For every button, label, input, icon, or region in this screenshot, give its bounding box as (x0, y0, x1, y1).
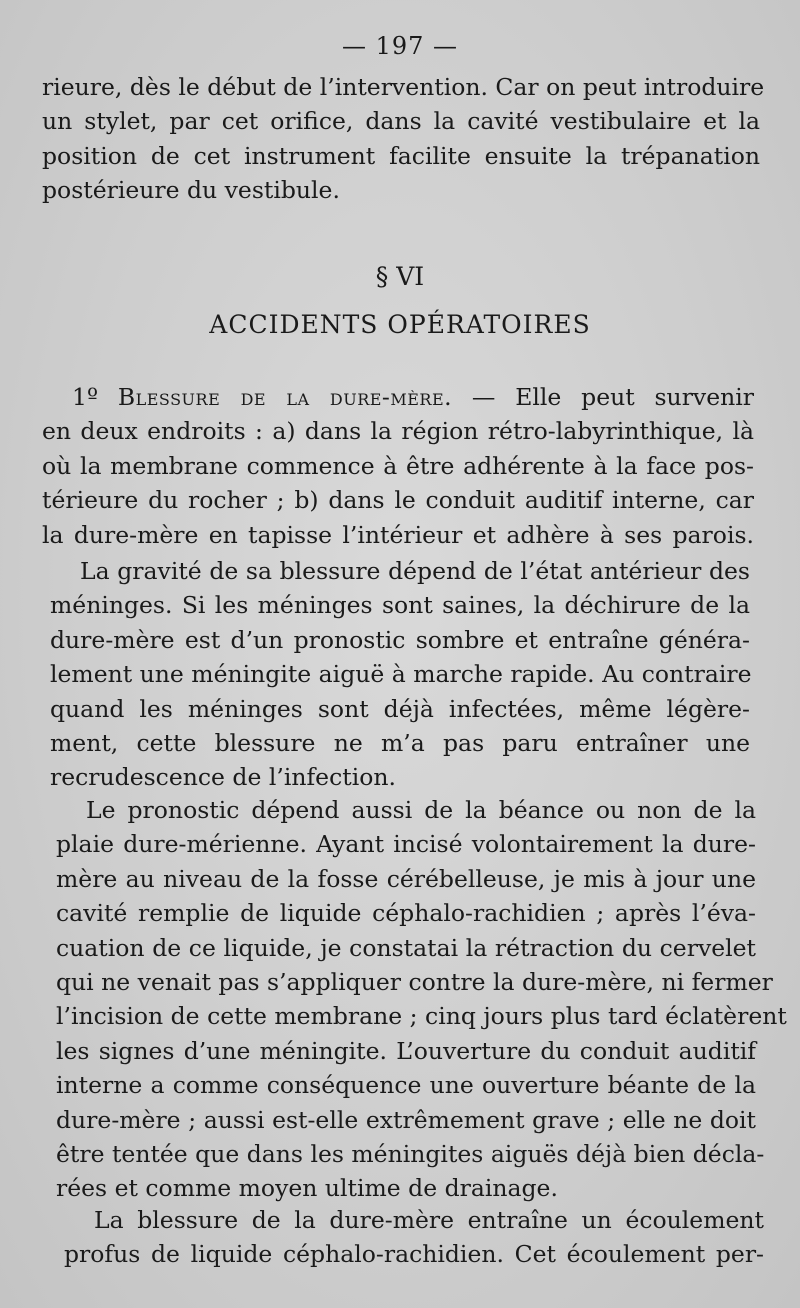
text-line: rieure, dès le début de l’intervention. Car on peut introduire (42, 73, 765, 101)
paragraph-csf-flow (64, 1203, 764, 1272)
text-line: en deux endroits : a) dans la région rétro-labyrinthique, là (42, 417, 754, 446)
text-line: dure-mère est d’un pronostic sombre et entraîne généra- (50, 625, 750, 654)
section-mark: § VI (375, 262, 425, 291)
text-line: la dure-mère en tapisse l’intérieur et adhère à ses parois. (42, 520, 754, 549)
text-line: où la membrane commence à être adhérente à la face pos- (42, 451, 754, 480)
paragraph-prognosis (56, 793, 787, 1206)
page-number: — 197 — (341, 32, 459, 60)
lead-number: 1º (72, 383, 99, 411)
text-line: térieure du rocher ; b) dans le conduit auditif interne, car (42, 486, 754, 515)
text-line: ment, cette blessure ne m’a pas paru entraîner une (50, 729, 750, 758)
text-line: position de cet instrument facilite ensuite la trépanation (42, 141, 760, 170)
paragraph-dura-injury (42, 380, 754, 552)
text-line: postérieure du vestibule. (42, 176, 340, 205)
text-line: Le pronostic dépend aussi de la béance ou non de la (86, 796, 756, 824)
text-line: La gravité de sa blessure dépend de l’état antérieur des (80, 557, 750, 585)
paragraph-lead-line (42, 380, 754, 414)
text-line: La blessure de la dure-mère entraîne un écoulement (94, 1206, 764, 1234)
text-line: lement une méningite aiguë à marche rapide. Au contraire (50, 660, 752, 689)
text-line: méninges. Si les méninges sont saines, la déchirure de la (50, 591, 750, 620)
section-title: ACCIDENTS OPÉRATOIRES (209, 310, 591, 339)
lead-heading: Blessure de la dure-mère. (117, 383, 453, 411)
text-line: recrudescence de l’infection. (50, 763, 396, 792)
text-line: plaie dure-mérienne. Ayant incisé volontairement la dure- (56, 830, 756, 859)
opening-paragraph (42, 70, 765, 208)
lead-rest: — Elle peut survenir (452, 383, 754, 411)
text-line: profus de liquide céphalo-rachidien. Cet écoulement per- (64, 1240, 764, 1269)
text-line: cuation de ce liquide, je constatai la rétraction du cervelet (56, 933, 756, 962)
text-line: qui ne venait pas s’appliquer contre la dure-mère, ni fermer (56, 968, 773, 997)
text-line: l’incision de cette membrane ; cinq jours plus tard éclatèrent (56, 1002, 787, 1031)
text-line: cavité remplie de liquide céphalo-rachidien ; après l’éva- (56, 899, 756, 928)
text-line: mère au niveau de la fosse cérébelleuse, je mis à jour une (56, 864, 756, 893)
paragraph-gravity (50, 554, 750, 795)
text-line: les signes d’une méningite. L’ouverture du conduit auditif (56, 1036, 756, 1065)
text-line: interne a comme conséquence une ouverture béante de la (56, 1071, 756, 1100)
text-line: quand les méninges sont déjà infectées, même légère- (50, 694, 750, 723)
text-line: un stylet, par cet orifice, dans la cavité vestibulaire et la (42, 107, 760, 136)
text-line: rées et comme moyen ultime de drainage. (56, 1174, 558, 1203)
text-line: dure-mère ; aussi est-elle extrêmement grave ; elle ne doit (56, 1105, 756, 1134)
text-line: être tentée que dans les méningites aiguës déjà bien décla- (56, 1140, 765, 1169)
